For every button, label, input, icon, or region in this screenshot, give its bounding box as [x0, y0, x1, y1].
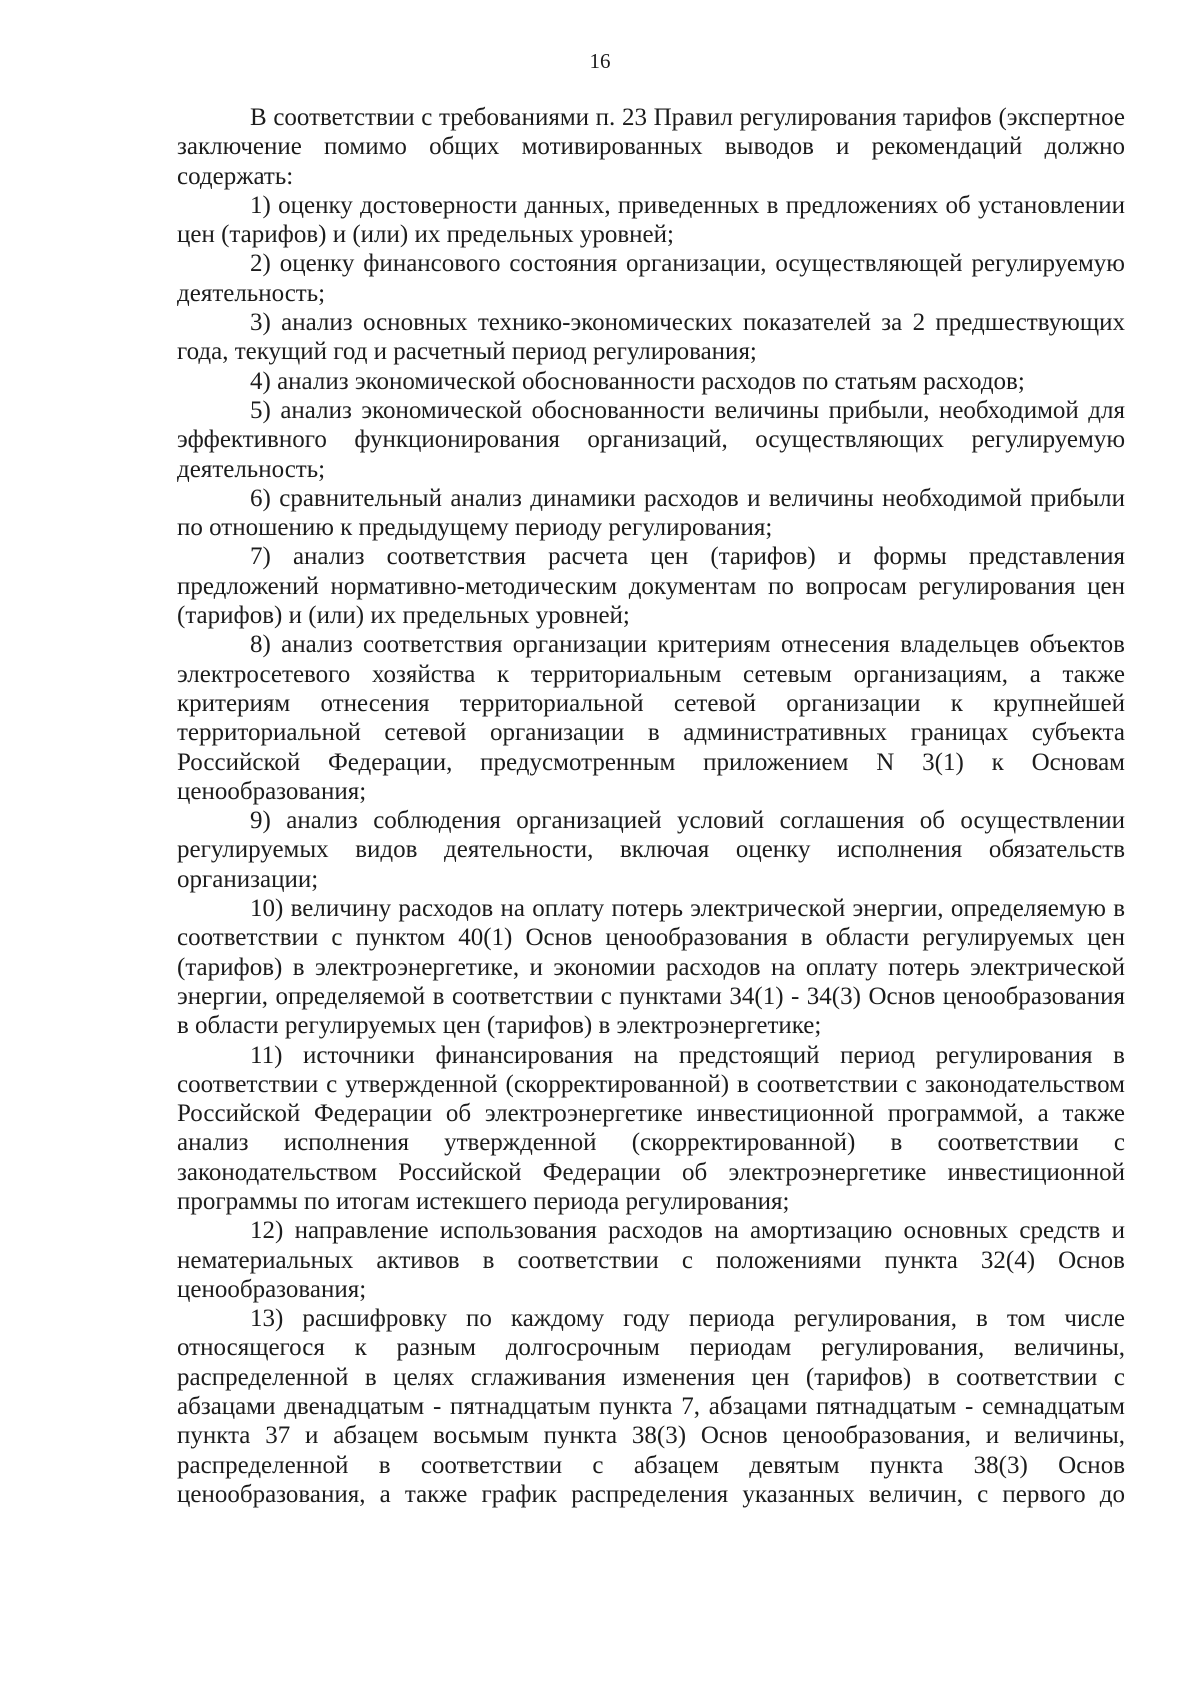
list-item-7: 7) анализ соответствия расчета цен (тарифов) и формы представления предложений нормативно-методическим документам по вопросам регулирования цен (тарифов) и (или) их предельных уровней; — [177, 543, 1125, 630]
list-item-10: 10) величину расходов на оплату потерь электрической энергии, определяемую в соответствии с пунктом 40(1) Основ ценообразования в области регулируемых цен (тарифов) в электроэнергетике, и экономии расходов на оплату потерь электрической энергии, определяемой в соответствии с пунктами 34(1) - 34(3) Основ ценообразования в области регулируемых цен (тарифов) в электроэнергетике; — [177, 895, 1125, 1040]
page-number: 16 — [589, 49, 611, 73]
list-item-3: 3) анализ основных технико-экономических показателей за 2 предшествующих года, текущий год и расчетный период регулирования; — [177, 309, 1125, 366]
paragraph-intro: В соответствии с требованиями п. 23 Правил регулирования тарифов (экспертное заключение помимо общих мотивированных выводов и рекомендаций должно содержать: — [177, 104, 1125, 190]
list-item-12: 12) направление использования расходов на амортизацию основных средств и нематериальных активов в соответствии с положениями пункта 32(4) Основ ценообразования; — [177, 1217, 1125, 1303]
list-item-6: 6) сравнительный анализ динамики расходов и величины необходимой прибыли по отношению к предыдущему периоду регулирования; — [177, 484, 1125, 542]
list-item-2: 2) оценку финансового состояния организации, осуществляющей регулируемую деятельность; — [177, 250, 1125, 307]
list-item-8: 8) анализ соответствия организации критериям отнесения владельцев объектов электросетевого хозяйства к территориальным сетевым организациям, а также критериям отнесения территориальной сетевой организации к крупнейшей территориальной сетевой организации в административных границах субъекта Российской Федерации, предусмотренным приложением N 3(1) к Основам ценообразования; — [177, 631, 1125, 805]
body-text — [177, 103, 1125, 1509]
list-item-11: 11) источники финансирования на предстоящий период регулирования в соответствии с утвержденной (скорректированной) в соответствии с законодательством Российской Федерации об электроэнергетике инвестиционной программой, а также анализ исполнения утвержденной (скорректированной) в соответствии с законодательством Российской Федерации об электроэнергетике инвестиционной программы по итогам истекшего периода регулирования; — [177, 1041, 1125, 1215]
list-item-4: 4) анализ экономической обоснованности расходов по статьям расходов; — [250, 367, 1025, 395]
list-item-5: 5) анализ экономической обоснованности величины прибыли, необходимой для эффективного функционирования организаций, осуществляющих регулируемую деятельность; — [177, 396, 1125, 483]
list-item-1: 1) оценку достоверности данных, приведенных в предложениях об установлении цен (тарифов) и (или) их предельных уровней; — [177, 191, 1125, 249]
list-item-13: 13) расшифровку по каждому году периода регулирования, в том числе относящегося к разным долгосрочным периодам регулирования, величины, распределенной в целях сглаживания изменения цен (тарифов) в соответствии с абзацами двенадцатым - пятнадцатым пункта 7, абзацами пятнадцатым - семнадцатым пункта 37 и абзацем восьмым пункта 38(3) Основ ценообразования, и величины, распределенной в соответствии с абзацем девятым пункта 38(3) Основ ценообразования, а также график распределения указанных величин, с первого до — [177, 1305, 1125, 1508]
list-item-9: 9) анализ соблюдения организацией условий соглашения об осуществлении регулируемых видов деятельности, включая оценку исполнения обязательств организации; — [177, 807, 1125, 893]
